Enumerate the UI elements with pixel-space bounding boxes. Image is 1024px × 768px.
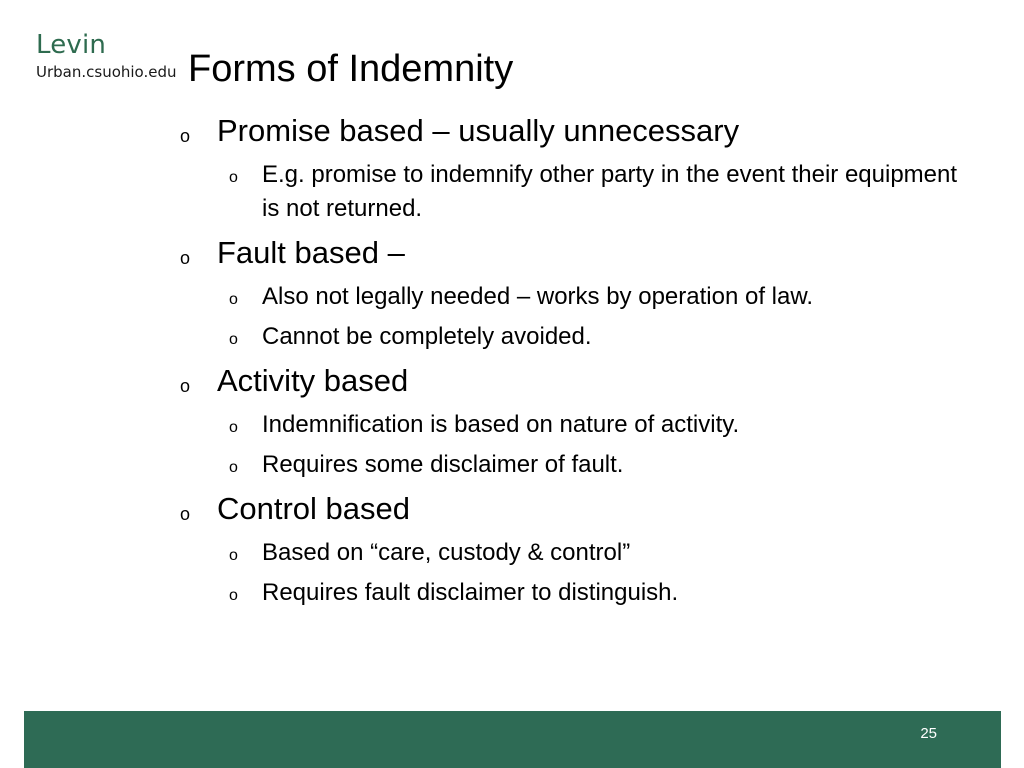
footer-bar: [24, 711, 1001, 768]
sub-bullet-text: E.g. promise to indemnify other party in the event their equipment is not returned.: [262, 161, 958, 222]
bullet-circle-icon: o: [229, 587, 238, 604]
logo-name: Levin: [36, 30, 107, 60]
sub-bullet-item: [217, 280, 960, 314]
bullet-item: [180, 362, 960, 400]
bullet-circle-icon: o: [229, 169, 238, 186]
sub-bullet-text: Cannot be completely avoided.: [262, 323, 592, 350]
bullet-list: [180, 112, 960, 618]
sub-bullet-text: Based on “care, custody & control”: [262, 539, 631, 566]
levin-logo: [36, 30, 177, 82]
bullet-item: [180, 490, 960, 528]
sub-bullet-item: [217, 448, 960, 482]
sub-bullet-item: [217, 576, 960, 610]
bullet-text: Activity based: [217, 363, 409, 398]
bullet-circle-icon: o: [229, 291, 238, 308]
bullet-item: [180, 112, 960, 150]
sub-bullet-item: [217, 158, 960, 226]
logo-url: Urban.csuohio.edu: [36, 63, 177, 81]
bullet-text: Promise based – usually unnecessary: [217, 113, 740, 148]
slide-title: Forms of Indemnity: [188, 48, 514, 90]
sub-bullet-text: Requires some disclaimer of fault.: [262, 451, 624, 478]
bullet-circle-icon: o: [180, 376, 191, 396]
sub-bullet-text: Also not legally needed – works by operation of law.: [262, 283, 814, 310]
bullet-item: [180, 234, 960, 272]
bullet-circle-icon: o: [180, 248, 191, 268]
sub-bullet-item: [217, 536, 960, 570]
sub-bullet-text: Requires fault disclaimer to distinguish.: [262, 579, 679, 606]
sub-bullet-text: Indemnification is based on nature of activity.: [262, 411, 740, 438]
bullet-circle-icon: o: [180, 126, 191, 146]
sub-bullet-item: [217, 320, 960, 354]
bullet-text: Control based: [217, 491, 411, 526]
page-number: 25: [920, 725, 937, 742]
bullet-circle-icon: o: [229, 459, 238, 476]
bullet-circle-icon: o: [180, 504, 191, 524]
bullet-circle-icon: o: [229, 419, 238, 436]
bullet-text: Fault based –: [217, 235, 405, 270]
bullet-circle-icon: o: [229, 331, 238, 348]
bullet-circle-icon: o: [229, 547, 238, 564]
sub-bullet-item: [217, 408, 960, 442]
